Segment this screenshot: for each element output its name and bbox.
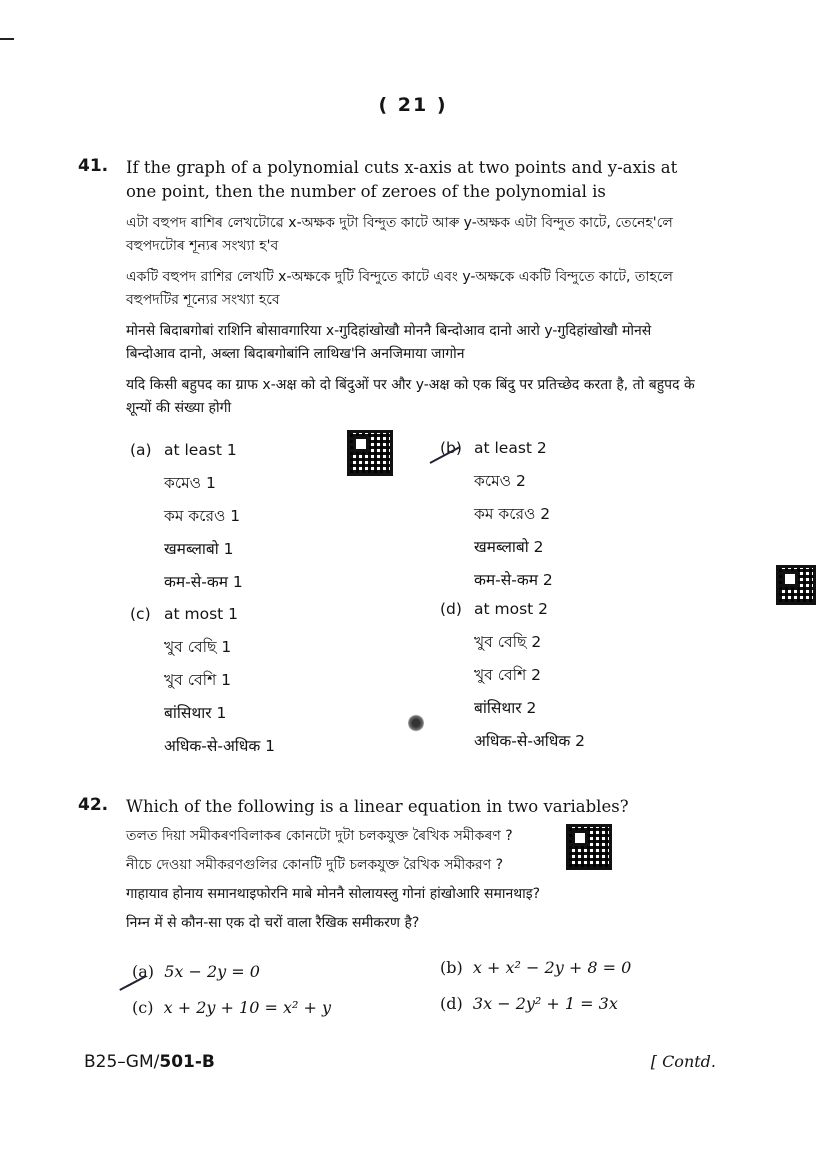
question-text-hindi: निम्न में से कौन-सा एक दो चरों वाला रैखिक समीकरण है?: [126, 915, 420, 931]
equation: 3x − 2y² + 1 = 3x: [472, 994, 618, 1013]
question-text-assamese: এটা বহুপদ ৰাশিৰ লেখটোৱে x-অক্ষক দুটা বিন্দুত কাটে আৰু y-অক্ষক এটা বিন্দুত কাটে, তেনেহ'লে বহুপদটোৰ শূন্যৰ সংখ্যা হ'ব: [126, 215, 673, 254]
option-text: at most 2: [474, 600, 549, 618]
option-text: at most 1: [164, 605, 239, 623]
option-b: [440, 432, 553, 597]
question-text-bodo: गाहायाव होनाय समानथाइफोरनि माबे मोननै सोलायस्लु गोनां हांखोआरि समानथाइ?: [126, 886, 541, 902]
page-number: ( 21 ): [378, 94, 448, 116]
option-label: (a): [132, 962, 155, 981]
option-text: खमब्लाबो 2: [474, 538, 544, 556]
option-text: at least 1: [164, 441, 237, 459]
option-text: কমেও 1: [164, 474, 216, 492]
page-edge-mark: [0, 38, 14, 40]
option-label: (b): [440, 439, 462, 457]
question-42: [78, 795, 718, 935]
qr-code-icon: [566, 824, 612, 870]
question-text-english: Which of the following is a linear equation in two variables?: [126, 797, 629, 816]
equation: x + x² − 2y + 8 = 0: [472, 958, 632, 977]
question-text-bodo: मोनसे बिदाबगोबां राशिनि बोसावगारिया x-गुदिहांखोखौ मोननै बिन्दोआव दानो आरो y-गुदिहांखोखौ मोनसे बिन्दोआव दानो, अब्ला बिदाबगोबांनि लाथिख'नि अनजिमाया जागोन: [126, 323, 652, 362]
option-a-equation: [132, 962, 260, 981]
question-text-hindi: यदि किसी बहुपद का ग्राफ x-अक्ष को दो बिंदुओं पर और y-अक्ष को एक बिंदु पर प्रतिच्छेद करता है, तो बहुपद के शून्यों की संख्या होगी: [126, 377, 695, 416]
question-number: 42.: [78, 795, 109, 815]
option-label: (d): [440, 600, 462, 618]
paper-code-prefix: B25–GM/: [84, 1052, 160, 1072]
option-label: (c): [130, 605, 151, 623]
paper-code: [84, 1052, 215, 1072]
qr-code-icon: [776, 565, 816, 605]
option-label: (a): [130, 441, 152, 459]
option-text: খুব বেছি 1: [164, 638, 232, 656]
option-text: at least 2: [474, 439, 547, 457]
option-a: [130, 434, 243, 599]
option-c-equation: [132, 998, 331, 1017]
question-number: 41.: [78, 156, 109, 176]
question-text-english: If the graph of a polynomial cuts x-axis at two points and y-axis at one point, then the number of zeroes of the polynomial is: [126, 158, 678, 201]
paper-code-number: 501-B: [159, 1052, 215, 1072]
option-label: (b): [440, 958, 463, 977]
option-text: খুব বেশি 2: [474, 666, 542, 684]
option-text: बांसिथार 2: [474, 699, 537, 717]
option-text: बांसिथार 1: [164, 704, 227, 722]
continued-label: [ Contd.: [650, 1052, 716, 1071]
option-text: কম করেও 2: [474, 505, 551, 523]
option-text: কম করেও 1: [164, 507, 241, 525]
option-text: कम-से-कम 1: [164, 573, 243, 591]
equation: 5x − 2y = 0: [164, 962, 260, 981]
option-text: अधिक-से-अधिक 1: [164, 737, 276, 755]
option-text: खमब्लाबो 1: [164, 540, 234, 558]
option-text: कम-से-कम 2: [474, 571, 553, 589]
qr-code-icon: [347, 430, 393, 476]
question-41: [78, 156, 698, 420]
option-label: (c): [132, 998, 154, 1017]
option-text: কমেও 2: [474, 472, 526, 490]
option-c: [130, 598, 275, 763]
question-text-bengali: একটি বহুপদ রাশির লেখটি x-অক্ষকে দুটি বিন্দুতে কাটে এবং y-অক্ষকে একটি বিন্দুতে কাটে, তাহলে বহুপদটির শূন্যের সংখ্যা হবে: [126, 269, 673, 308]
ink-smudge: [408, 714, 424, 732]
option-b-equation: [440, 958, 631, 977]
option-d-equation: [440, 994, 618, 1013]
option-d: [440, 593, 585, 758]
option-text: খুব বেছি 2: [474, 633, 542, 651]
question-text-bengali: নীচে দেওয়া সমীকরণগুলির কোনটি দুটি চলকযুক্ত রৈখিক সমীকরণ ?: [126, 857, 504, 873]
option-text: अधिक-से-अधिक 2: [474, 732, 586, 750]
option-text: খুব বেশি 1: [164, 671, 232, 689]
option-label: (d): [440, 994, 463, 1013]
question-text-assamese: তলত দিয়া সমীকৰণবিলাকৰ কোনটো দুটা চলকযুক্ত ৰৈখিক সমীকৰণ ?: [126, 828, 513, 844]
equation: x + 2y + 10 = x² + y: [163, 998, 332, 1017]
